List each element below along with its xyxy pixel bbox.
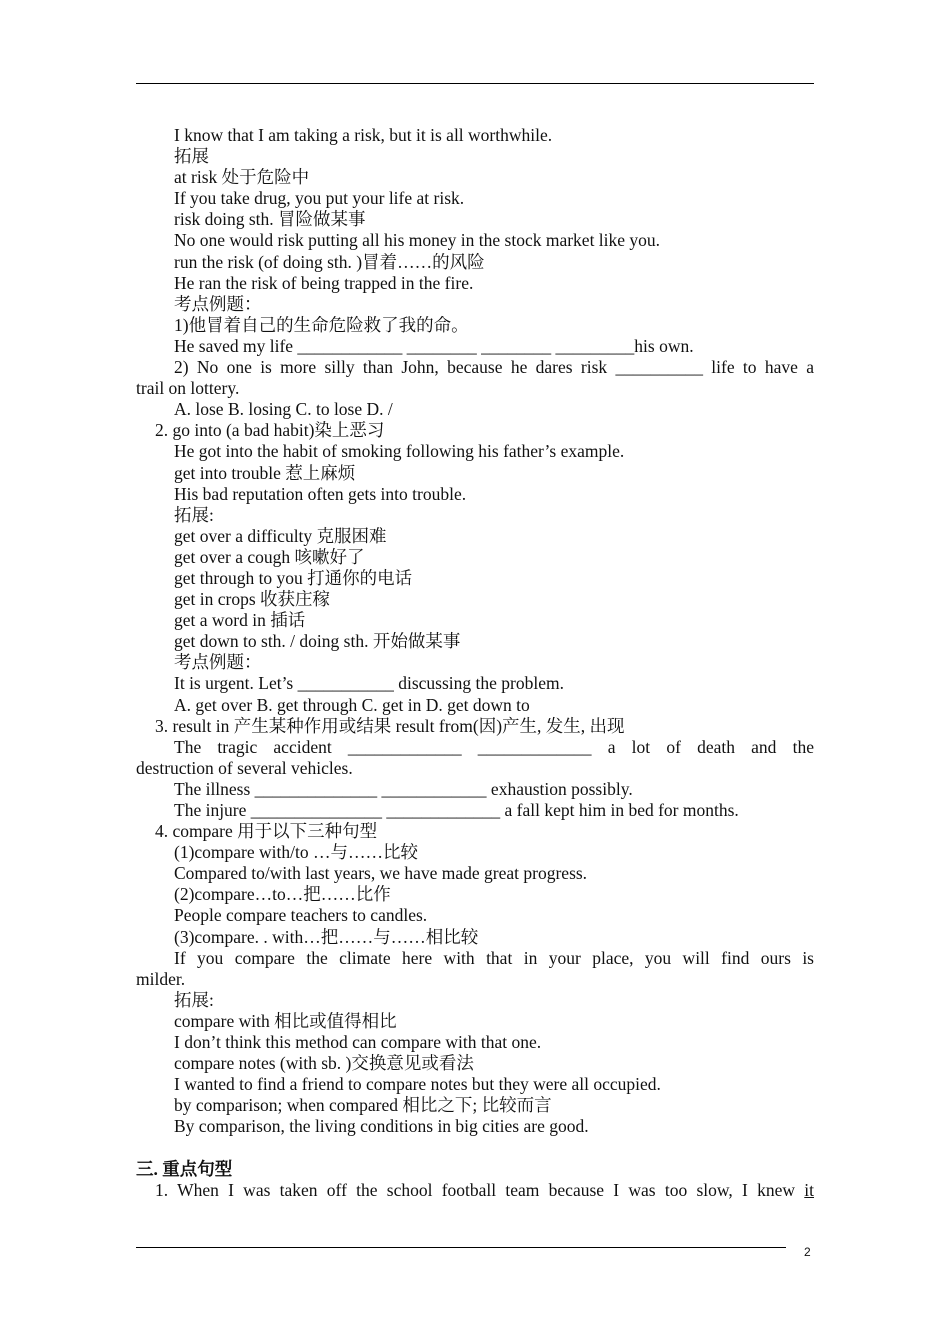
text-line: He got into the habit of smoking following his father’s example. xyxy=(174,441,625,462)
text-line: If you compare the climate here with that in your place, you will find ours is xyxy=(174,947,814,968)
text-line: 3. result in 产生某种作用或结果 result from(因)产生, 发生, 出现 xyxy=(155,715,625,736)
underlined-word: it xyxy=(804,1179,815,1200)
text-line: No one would risk putting all his money in the stock market like you. xyxy=(174,230,661,251)
text-line: It is urgent. Let’s ___________ discussing the problem. xyxy=(174,673,564,694)
text-line: I know that I am taking a risk, but it is all worthwhile. xyxy=(174,125,553,145)
text-line xyxy=(136,1180,814,1201)
text-line: 4. compare 用于以下三种句型 xyxy=(155,821,378,842)
text-line: get down to sth. / doing sth. 开始做某事 xyxy=(174,631,461,652)
text-line: get over a cough 咳嗽好了 xyxy=(174,546,365,567)
text-line: get into trouble 惹上麻烦 xyxy=(174,462,356,483)
text-line: at risk 处于危险中 xyxy=(174,167,310,188)
text-line: He saved my life ____________ ________ ________ _________his own. xyxy=(174,335,694,356)
text-line: compare with 相比或值得相比 xyxy=(174,1010,397,1031)
text-line: The tragic accident _____________ _____________ a lot of death and the xyxy=(174,736,814,757)
text-line: get in crops 收获庄稼 xyxy=(174,589,331,610)
text-line: 拓展 xyxy=(174,146,209,167)
text-line: He ran the risk of being trapped in the fire. xyxy=(174,272,474,293)
text-lines xyxy=(136,125,814,1180)
text-line: If you take drug, you put your life at risk. xyxy=(174,188,465,209)
text-line: run the risk (of doing sth. )冒着……的风险 xyxy=(174,251,485,272)
text-line: risk doing sth. 冒险做某事 xyxy=(174,209,366,230)
sentence-text: 1. When I was taken off the school football team because I was too slow, I knew xyxy=(155,1179,796,1200)
text-line: (1)compare with/to …与……比较 xyxy=(174,842,418,863)
text-line: compare notes (with sb. )交换意见或看法 xyxy=(174,1053,474,1074)
footer-rule xyxy=(136,1247,786,1248)
text-line: (2)compare…to…把……比作 xyxy=(174,884,391,905)
text-line: get a word in 插话 xyxy=(174,610,306,631)
blank-line xyxy=(136,1138,814,1159)
text-line: 考点例题： xyxy=(174,293,262,314)
page-number: 2 xyxy=(804,1245,811,1259)
text-line: 2) No one is more silly than John, because he dares risk __________ life to have a xyxy=(174,357,814,378)
text-line: 拓展: xyxy=(174,989,214,1010)
text-line: The illness ______________ ____________ exhaustion possibly. xyxy=(174,778,633,799)
text-line: People compare teachers to candles. xyxy=(174,905,428,926)
document-body xyxy=(136,125,814,1201)
text-line: (3)compare. . with…把……与……相比较 xyxy=(174,926,479,947)
header-rule xyxy=(136,83,814,84)
text-line: 三. 重点句型 xyxy=(136,1158,233,1179)
text-line: I wanted to find a friend to compare notes but they were all occupied. xyxy=(174,1074,661,1095)
text-line: A. lose B. losing C. to lose D. / xyxy=(174,399,393,420)
text-line: Compared to/with last years, we have made great progress. xyxy=(174,863,588,884)
text-line: 2. go into (a bad habit)染上恶习 xyxy=(155,420,385,441)
text-line: The injure _______________ _____________ a fall kept him in bed for months. xyxy=(174,800,739,820)
text-line: get through to you 打通你的电话 xyxy=(174,567,413,588)
text-line: By comparison, the living conditions in big cities are good. xyxy=(174,1116,589,1137)
text-line: trail on lottery. xyxy=(136,378,240,399)
text-line: His bad reputation often gets into trouble. xyxy=(174,483,467,504)
text-line: get over a difficulty 克服困难 xyxy=(174,525,387,546)
text-line: by comparison; when compared 相比之下; 比较而言 xyxy=(174,1095,552,1116)
text-line: 考点例题： xyxy=(174,652,262,673)
text-line: I don’t think this method can compare with that one. xyxy=(174,1032,542,1053)
text-line: destruction of several vehicles. xyxy=(136,757,353,778)
text-line: 拓展: xyxy=(174,504,214,525)
text-line: 1)他冒着自己的生命危险救了我的命。 xyxy=(174,314,469,335)
text-line: milder. xyxy=(136,968,186,989)
text-line: A. get over B. get through C. get in D. get down to xyxy=(174,694,530,715)
